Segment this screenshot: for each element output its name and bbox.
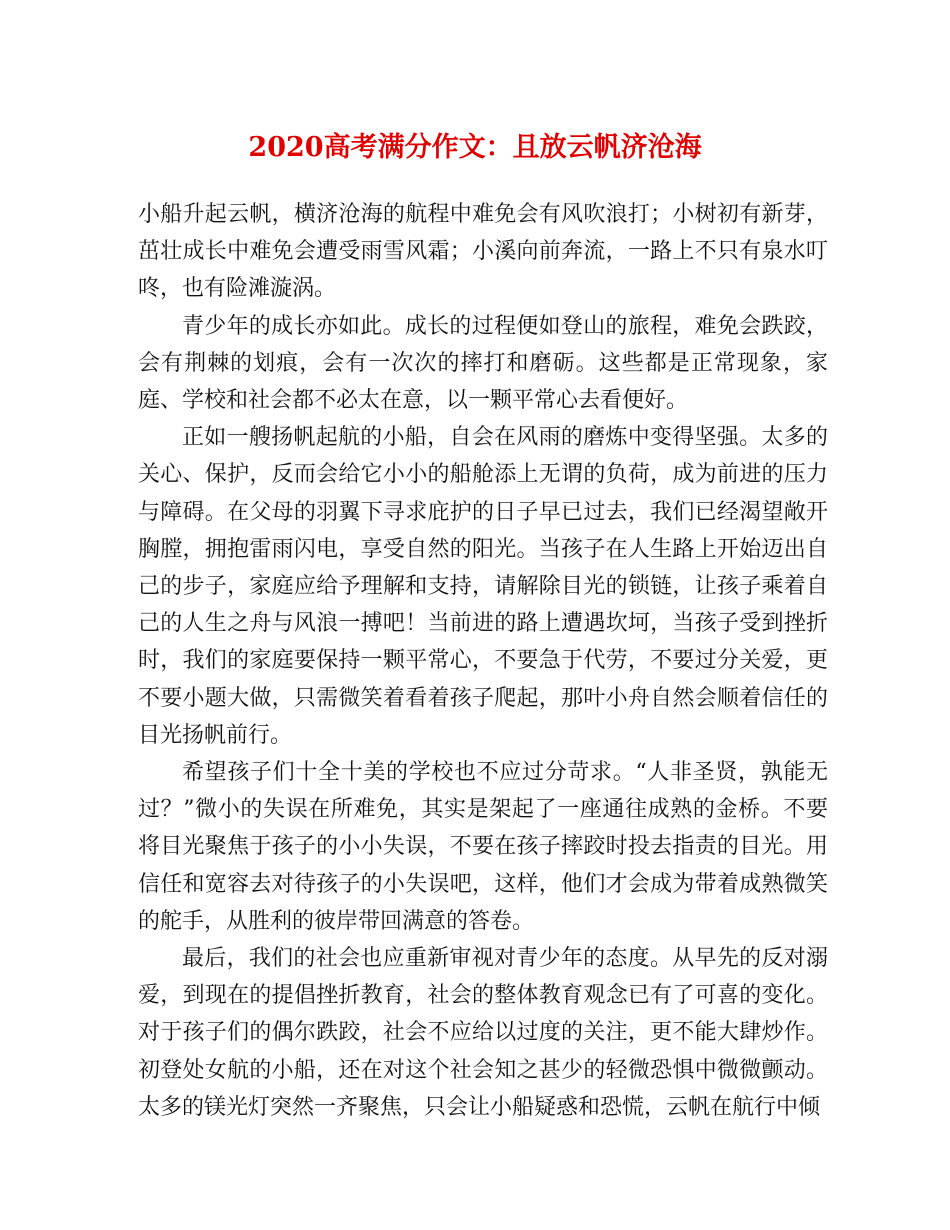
paragraph-5: 最后，我们的社会也应重新审视对青少年的态度。从早先的反对溺爱，到现在的提倡挫折教育，社会的整体教育观念已有了可喜的变化。对于孩子们的偶尔跌跤，社会不应给以过度的关注，更不能大肆炒作。初登处女航的小船，还在对这个社会知之甚少的轻微恐惧中微微颤动。太多的镁光灯突然一齐聚焦，只会让小船疑惑和恐慌，云帆在航行中倾 (138, 946, 828, 1120)
document-title: 2020高考满分作文：且放云帆济沧海 (248, 132, 702, 163)
paragraph-4: 希望孩子们十全十美的学校也不应过分苛求。“人非圣贤，孰能无过？”微小的失误在所难免，其实是架起了一座通往成熟的金桥。不要将目光聚焦于孩子的小小失误，不要在孩子摔跤时投去指责的目光。用信任和宽容去对待孩子的小失误吧，这样，他们才会成为带着成熟微笑的舵手，从胜利的彼岸带回满意的答卷。 (138, 760, 828, 934)
paragraph-2: 青少年的成长亦如此。成长的过程便如登山的旅程，难免会跌跤，会有荆棘的划痕，会有一次次的摔打和磨砺。这些都是正常现象，家庭、学校和社会都不必太在意，以一颗平常心去看便好。 (138, 313, 828, 414)
paragraph-1: 小船升起云帆，横济沧海的航程中难免会有风吹浪打；小树初有新芽，茁壮成长中难免会遭受雨雪风霜；小溪向前奔流，一路上不只有泉水叮咚，也有险滩漩涡。 (138, 202, 828, 302)
paragraph-3: 正如一艘扬帆起航的小船，自会在风雨的磨炼中变得坚强。太多的关心、保护，反而会给它小小的船舱添上无谓的负荷，成为前进的压力与障碍。在父母的羽翼下寻求庇护的日子早已过去，我们已经渴望敞开胸膛，拥抱雷雨闪电，享受自然的阳光。当孩子在人生路上开始迈出自己的步子，家庭应给予理解和支持，请解除目光的锁链，让孩子乘着自己的人生之舟与风浪一搏吧！当前进的路上遭遇坎坷，当孩子受到挫折时，我们的家庭要保持一颗平常心，不要急于代劳，不要过分关爱，更不要小题大做，只需微笑着看着孩子爬起，那叶小舟自然会顺着信任的目光扬帆前行。 (138, 425, 828, 748)
document-body (138, 196, 828, 1126)
